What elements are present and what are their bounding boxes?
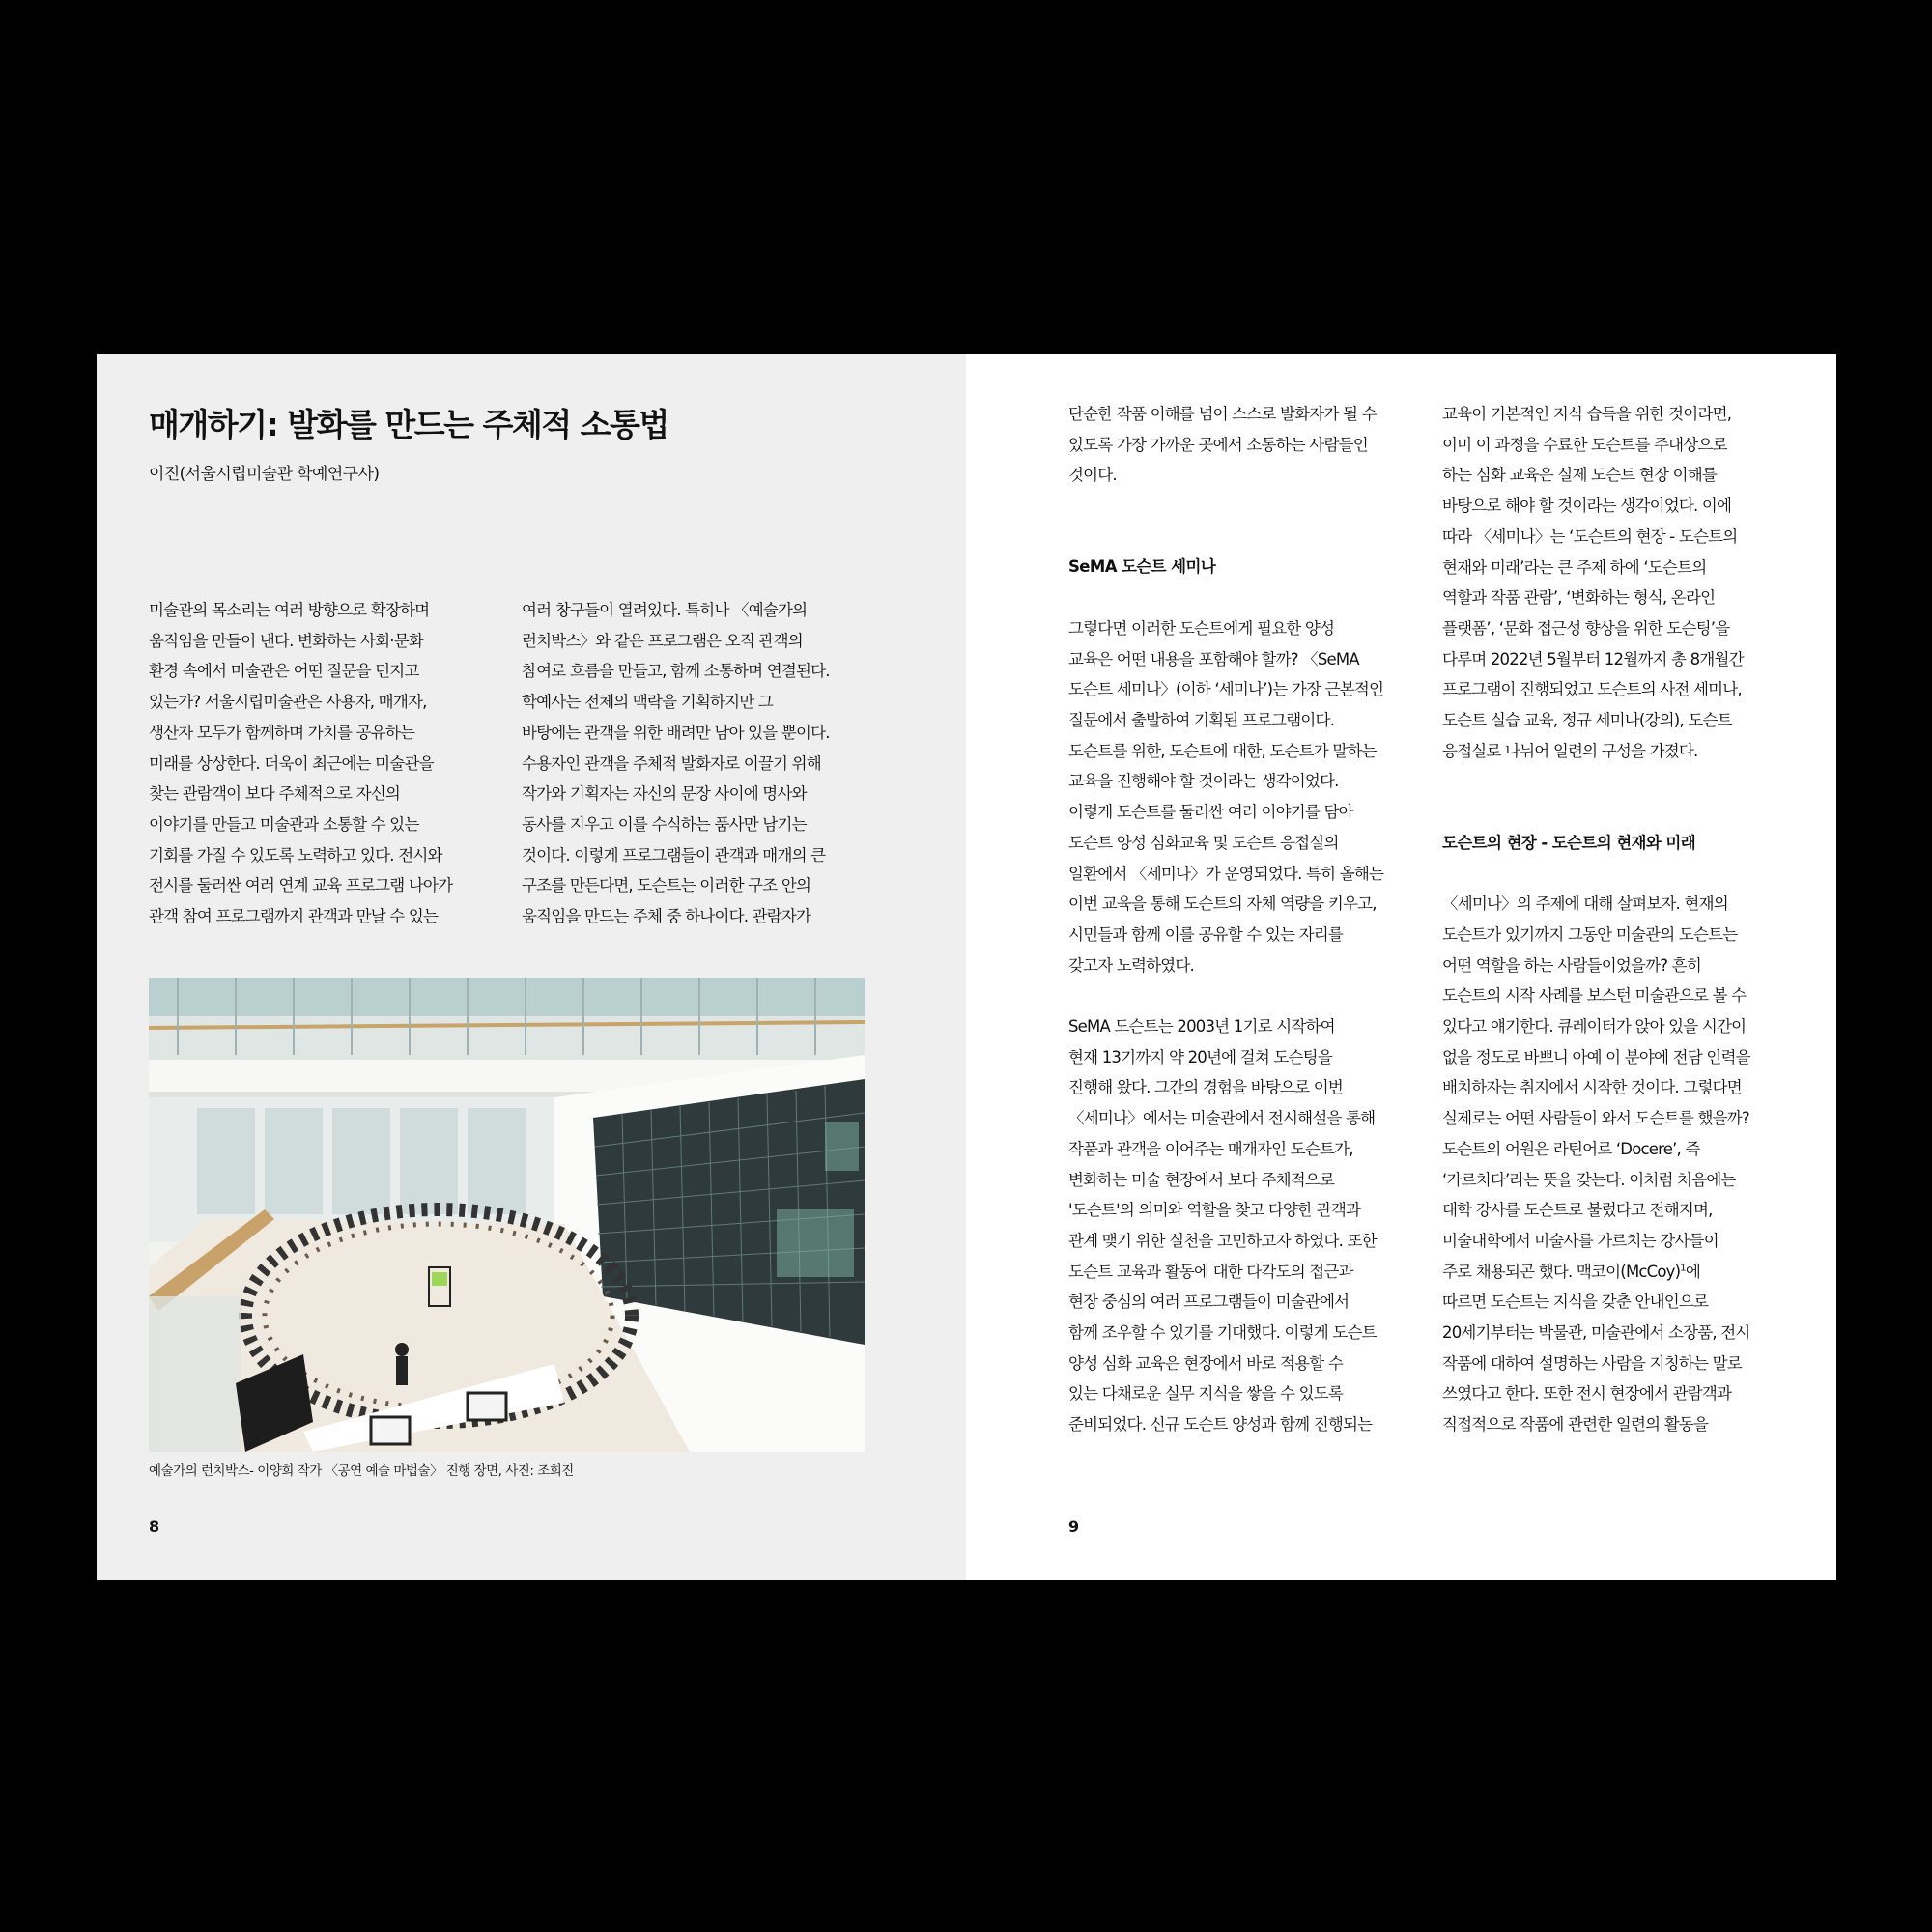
paragraph-spacer [1068,522,1421,553]
body-line: 대학 강사를 도슨트로 불렀다고 전해지며, [1442,1201,1713,1220]
body-line: 쓰였다고 한다. 또한 전시 현장에서 관람객과 [1442,1384,1732,1404]
left-column-2 [522,595,889,932]
paragraph-spacer [1068,491,1421,522]
book-spread [97,354,1836,1580]
body-line: 도슨트의 시작 사례를 보스턴 미술관으로 볼 수 [1442,986,1747,1006]
section-heading: 도슨트의 현장 - 도슨트의 현재와 미래 [1442,833,1696,852]
paragraph-spacer [1442,766,1795,797]
body-line: '도슨트'의 의미와 역할을 찾고 다양한 관객과 [1068,1201,1361,1220]
body-line: 움직임을 만드는 주체 중 하나이다. 관람자가 [522,907,811,926]
body-line: 플랫폼’, ‘문화 접근성 향상을 위한 도슨팅’을 [1442,618,1730,638]
body-line: 도슨트 양성 심화교육 및 도슨트 응접실의 [1068,833,1339,852]
body-line: 것이다. [1068,466,1117,485]
body-line: 갖고자 노력하였다. [1068,955,1195,975]
body-line: 관계 맺기 위한 실천을 고민하고자 하였다. 또한 [1068,1231,1377,1250]
body-line: 배치하자는 취지에서 시작한 것이다. 그렇다면 [1442,1078,1742,1097]
body-line: 〈세미나〉에서는 미술관에서 전시해설을 통해 [1068,1109,1376,1128]
body-line: 여러 창구들이 열려있다. 특히나 〈예술가의 [522,601,808,619]
body-line: 작품에 대하여 설명하는 사람을 지칭하는 말로 [1442,1353,1742,1373]
body-line: 찾는 관람객이 보다 주체적으로 자신의 [149,784,401,804]
body-line: 이미 이 과정을 수료한 도슨트를 주대상으로 [1442,435,1727,454]
article-title: 매개하기: 발화를 만드는 주체적 소통법 [149,406,668,443]
body-line: 구조를 만든다면, 도슨트는 이러한 구조 안의 [522,876,811,895]
body-line: 교육을 진행해야 할 것이라는 생각이었다. [1068,772,1339,791]
page-number: 9 [1068,1518,1080,1536]
paragraph-spacer [1068,582,1421,613]
left-column-1 [149,595,501,932]
left-page [97,354,966,1580]
paragraph-spacer [1068,980,1421,1011]
right-column-2 [1442,399,1795,1440]
right-page [966,354,1836,1580]
body-line: 없을 정도로 바쁘니 아예 이 분야에 전담 인력을 [1442,1047,1750,1066]
body-line: 따르면 도슨트는 지식을 갖춘 안내인으로 [1442,1293,1709,1312]
body-line: 역할과 작품 관람’, ‘변화하는 형식, 온라인 [1442,588,1716,608]
body-line: 주로 채용되곤 했다. 맥코이(McCoy)$^1$에 [1442,1262,1700,1281]
body-line: 양성 심화 교육은 현장에서 바로 적용할 수 [1068,1353,1344,1373]
body-line: 도슨트의 어원은 라틴어로 ‘Docere’, 즉 [1442,1139,1700,1158]
body-line: 있는가? 서울시립미술관은 사용자, 매개자, [149,693,427,712]
body-line: 현재 13기까지 약 20년에 걸쳐 도슨팅을 [1068,1047,1332,1066]
body-line: 바탕에는 관객을 위한 배려만 남아 있을 뿐이다. [522,723,830,742]
body-line: 일환에서 〈세미나〉가 운영되었다. 특히 올해는 [1068,864,1384,883]
body-line: 도슨트 실습 교육, 정규 세미나(강의), 도슨트 [1442,711,1732,730]
body-line: 도슨트를 위한, 도슨트에 대한, 도슨트가 말하는 [1068,741,1377,760]
body-line: 기회를 가질 수 있도록 노력하고 있다. 전시와 [149,845,442,865]
footnote-marker: 1 [1680,1263,1686,1274]
body-line: 직접적으로 작품에 관련한 일련의 활동을 [1442,1415,1709,1435]
body-line: 있는 다채로운 실무 지식을 쌓을 수 있도록 [1068,1384,1344,1404]
body-line: 관객 참여 프로그램까지 관객과 만날 수 있는 [149,907,439,926]
body-line: 미술대학에서 미술사를 가르치는 강사들이 [1442,1231,1719,1250]
body-line: 따라 〈세미나〉는 ‘도슨트의 현장 - 도슨트의 [1442,526,1738,546]
body-line: 것이다. 이렇게 프로그램들이 관객과 매개의 큰 [522,845,826,865]
body-line: 현장 중심의 여러 프로그램들이 미술관에서 [1068,1293,1350,1312]
body-line: 미래를 상상한다. 더욱이 최근에는 미술관을 [149,753,434,773]
body-line: 바탕으로 해야 할 것이라는 생각이었다. 이에 [1442,497,1732,516]
body-line: 작가와 기획자는 자신의 문장 사이에 명사와 [522,784,807,804]
body-line: 이렇게 도슨트를 둘러싼 여러 이야기를 담아 [1068,803,1353,822]
body-line: 현재와 미래’라는 큰 주제 하에 ‘도슨트의 [1442,557,1707,577]
body-line: 동사를 지우고 이를 수식하는 품사만 남기는 [522,814,807,834]
body-line: 〈세미나〉의 주제에 대해 살펴보자. 현재의 [1442,895,1728,914]
body-line: 그렇다면 이러한 도슨트에게 필요한 양성 [1068,618,1335,638]
body-line: 이야기를 만들고 미술관과 소통할 수 있는 [149,814,419,834]
author-line: 이진(서울시립미술관 학예연구사) [149,465,380,484]
event-photo-illustration [149,978,865,1452]
body-line: 전시를 둘러싼 여러 연계 교육 프로그램 나아가 [149,876,453,895]
footnote-tail: 에 [1685,1262,1700,1281]
body-line: 교육은 어떤 내용을 포함해야 할까? 〈SeMA [1068,649,1359,668]
body-line: SeMA 도슨트는 2003년 1기로 시작하여 [1068,1017,1335,1036]
body-line: 도슨트가 있기까지 그동안 미술관의 도슨트는 [1442,924,1738,944]
body-line: 수용자인 관객을 주체적 발화자로 이끌기 위해 [522,753,821,773]
body-line: 참여로 흐름을 만들고, 함께 소통하며 연결된다. [522,662,830,681]
body-line: 움직임을 만들어 낸다. 변화하는 사회·문화 [149,631,424,650]
body-line: 런치박스〉와 같은 프로그램은 오직 관객의 [522,631,803,650]
body-line: 도슨트 교육과 활동에 대한 다각도의 접근과 [1068,1262,1353,1281]
body-line: 응접실로 나뉘어 일련의 구성을 가졌다. [1442,741,1698,760]
body-line: 진행해 왔다. 그간의 경험을 바탕으로 이번 [1068,1078,1344,1097]
photo-caption: 예술가의 런치박스- 이양희 작가 〈공연 예술 마법술〉 진행 장면, 사진: 조희진 [149,1463,574,1479]
right-column-1 [1068,399,1421,1440]
paragraph-spacer [1442,859,1795,890]
body-line: 실제로는 어떤 사람들이 와서 도슨트를 했을까? [1442,1109,1749,1128]
body-line: 학예사는 전체의 맥락을 기획하지만 그 [522,693,774,712]
body-line: 프로그램이 진행되었고 도슨트의 사전 세미나, [1442,680,1742,699]
body-line: 다루며 2022년 5월부터 12월까지 총 8개월간 [1442,649,1744,668]
page-number: 8 [149,1518,160,1536]
body-line: 생산자 모두가 함께하며 가치를 공유하는 [149,723,415,742]
body-line: 도슨트 세미나〉(이하 ‘세미나’)는 가장 근본적인 [1068,680,1384,699]
body-line: 20세기부터는 박물관, 미술관에서 소장품, 전시 [1442,1323,1750,1343]
body-line: 하는 심화 교육은 실제 도슨트 현장 이해를 [1442,466,1718,485]
body-line: 있다고 얘기한다. 큐레이터가 앉아 있을 시간이 [1442,1017,1747,1037]
body-line: 교육이 기본적인 지식 습득을 위한 것이라면, [1442,405,1732,423]
body-line: 이번 교육을 통해 도슨트의 자체 역량을 키우고, [1068,895,1377,914]
body-line: 작품과 관객을 이어주는 매개자인 도슨트가, [1068,1139,1353,1158]
body-line: 시민들과 함께 이를 공유할 수 있는 자리를 [1068,924,1344,944]
body-line: 환경 속에서 미술관은 어떤 질문을 던지고 [149,662,419,681]
body-line: ‘가르치다’라는 뜻을 갖는다. 이처럼 처음에는 [1442,1170,1736,1189]
body-line: 질문에서 출발하여 기획된 프로그램이다. [1068,710,1335,729]
body-line: 어떤 역할을 하는 사람들이었을까? 흔히 [1442,955,1701,975]
section-heading: SeMA 도슨트 세미나 [1068,557,1216,577]
paragraph-spacer [1442,797,1795,828]
body-line: 변화하는 미술 현장에서 보다 주체적으로 [1068,1170,1335,1189]
body-line: 있도록 가장 가까운 곳에서 소통하는 사람들인 [1068,435,1368,454]
event-photo [149,978,865,1452]
body-line: 함께 조우할 수 있기를 기대했다. 이렇게 도슨트 [1068,1323,1377,1343]
body-line: 준비되었다. 신규 도슨트 양성과 함께 진행되는 [1068,1415,1373,1435]
body-line: 단순한 작품 이해를 넘어 스스로 발화자가 될 수 [1068,405,1377,423]
body-line: 미술관의 목소리는 여러 방향으로 확장하며 [149,601,430,619]
